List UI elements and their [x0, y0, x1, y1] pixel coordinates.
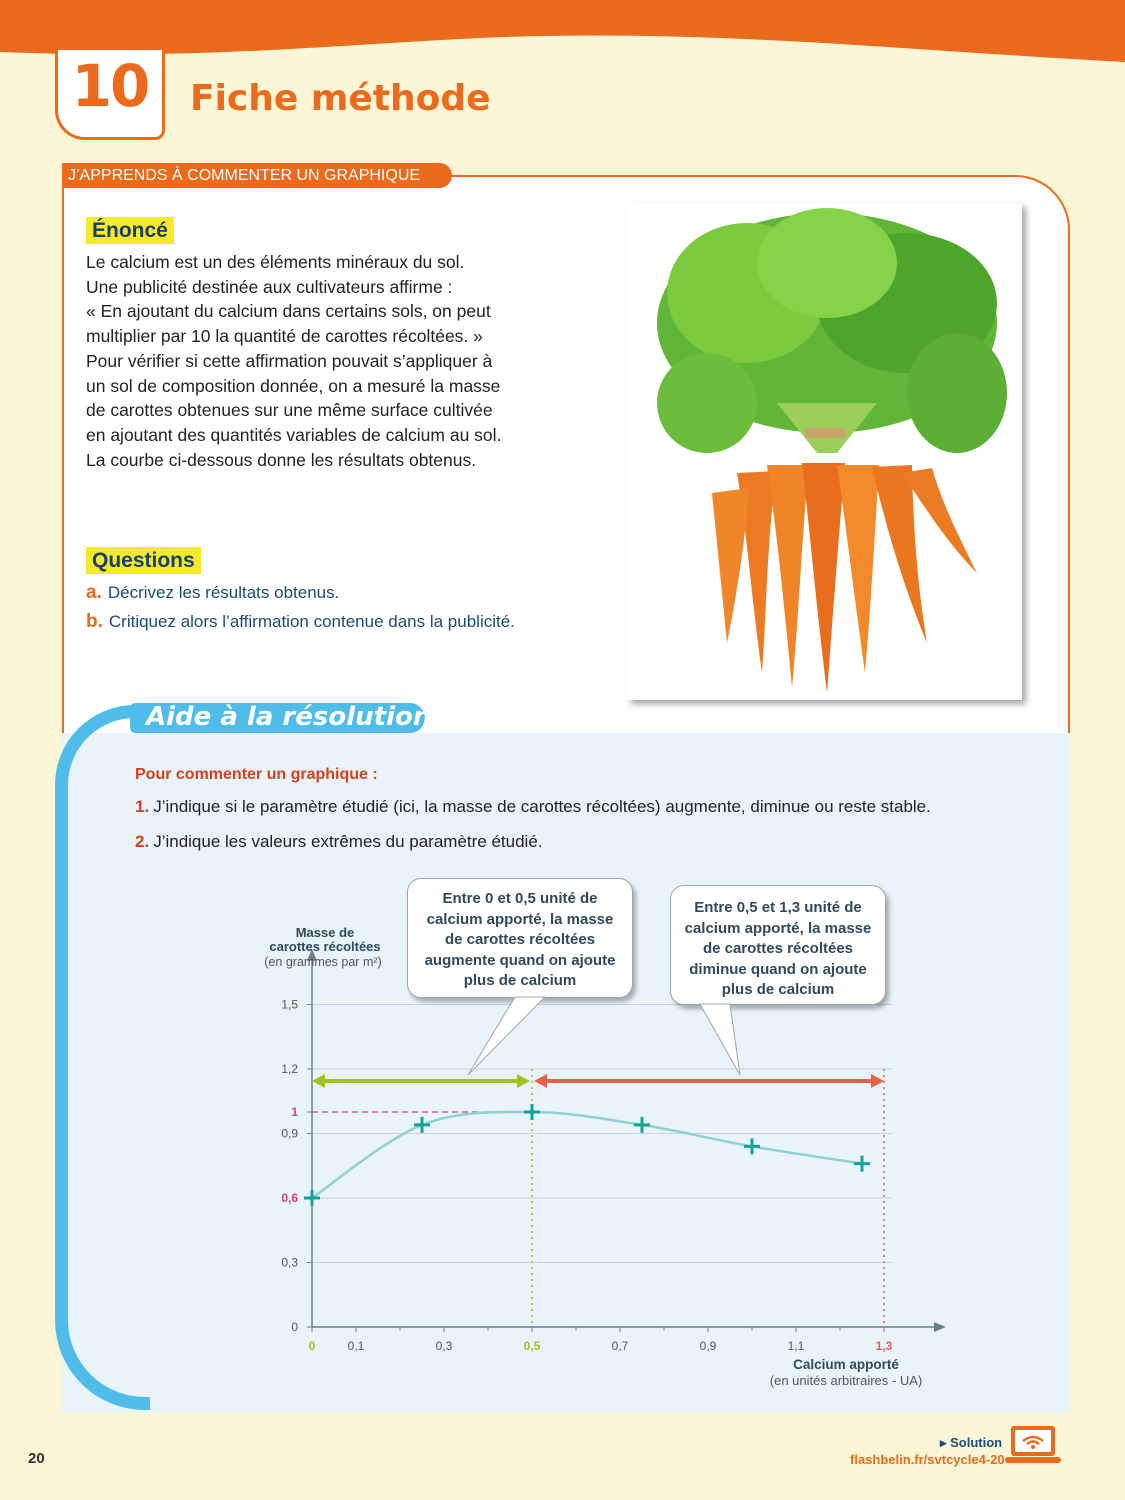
- step-text: J’indique si le paramètre étudié (ici, la masse de carottes récoltées) augmente, diminue ou reste stable.: [153, 797, 931, 816]
- x-axis-label: Calcium apporté: [793, 1357, 899, 1372]
- callout-line: Entre 0,5 et 1,3 unité de: [694, 899, 862, 916]
- aide-title: Aide à la résolution: [146, 702, 432, 732]
- questions-title: Questions: [86, 547, 201, 574]
- y-tick-label: 0,6: [281, 1191, 298, 1205]
- question-letter: a.: [86, 582, 102, 603]
- x-tick-label: 0,3: [435, 1339, 453, 1353]
- data-point: [744, 1138, 760, 1154]
- callout-decrease: [670, 885, 886, 1005]
- solution-link[interactable]: ▸ Solution: [940, 1435, 1003, 1450]
- x-tick-label: 0,1: [347, 1339, 365, 1353]
- enonce-line: de carottes obtenues sur une même surface cultivée: [86, 400, 493, 421]
- y-tick-label: 1,5: [281, 997, 298, 1012]
- arrowhead: [312, 1074, 325, 1088]
- x-tick-label: 1,3: [875, 1339, 893, 1353]
- data-point: [854, 1156, 870, 1172]
- enonce-line: en ajoutant des quantités variables de calcium au sol.: [86, 424, 502, 445]
- callout-line: diminue quand on ajoute: [689, 960, 867, 978]
- enonce-title: Énoncé: [86, 217, 174, 244]
- y-axis-label: carottes récoltées: [269, 939, 381, 954]
- enonce-line: Pour vérifier si cette affirmation pouvait s’appliquer à: [86, 350, 493, 371]
- chapter-number: 10: [71, 52, 149, 120]
- data-point: [634, 1117, 650, 1133]
- callout-line: calcium apporté, la masse: [426, 910, 614, 928]
- callout-line: calcium apporté, la masse: [684, 919, 872, 937]
- data-point: [304, 1190, 320, 1206]
- question-text: Critiquez alors l’affirmation contenue dans la publicité.: [108, 612, 515, 631]
- step-number: 1.: [135, 797, 150, 816]
- enonce-line: « En ajoutant du calcium dans certains sols, on peut: [86, 301, 491, 322]
- enonce-line: Le calcium est un des éléments minéraux du sol.: [86, 252, 465, 272]
- x-tick-label: 0: [308, 1339, 316, 1353]
- method-subtitle: Pour commenter un graphique :: [135, 766, 378, 783]
- arrowhead: [534, 1074, 547, 1088]
- y-tick-label: 1,2: [281, 1062, 298, 1076]
- enonce-line: un sol de composition donnée, on a mesuré la masse: [86, 375, 501, 396]
- question-text: Décrivez les résultats obtenus.: [107, 583, 340, 602]
- enonce-line: multiplier par 10 la quantité de carottes récoltées. »: [86, 326, 483, 347]
- x-axis-unit: (en unités arbitraires - UA): [769, 1373, 923, 1388]
- step-text: J’indique les valeurs extrêmes du paramètre étudié.: [153, 832, 543, 851]
- callout-increase: [407, 878, 633, 998]
- section-label: J’APPRENDS À COMMENTER UN GRAPHIQUE: [62, 163, 452, 188]
- laptop-wifi-icon[interactable]: [1005, 1424, 1061, 1466]
- callout-line: plus de calcium: [721, 981, 835, 998]
- x-tick-label: 0,7: [611, 1339, 629, 1353]
- callout-line: de carottes récoltées: [702, 940, 854, 957]
- solution-url[interactable]: flashbelin.fr/svtcycle4-20: [850, 1452, 1005, 1467]
- y-axis-label: Masse de: [295, 925, 355, 940]
- page-title: Fiche méthode: [190, 78, 491, 119]
- callout-line: plus de calcium: [463, 972, 577, 989]
- x-axis-arrow: [934, 1322, 946, 1332]
- data-point: [524, 1104, 540, 1120]
- question-letter: b.: [86, 611, 103, 632]
- y-tick-label: 0,9: [281, 1126, 298, 1141]
- y-axis-unit: (en grammes par m²): [264, 955, 382, 969]
- y-tick-label: 1: [291, 1105, 298, 1119]
- data-point: [414, 1117, 430, 1133]
- page-number: 20: [28, 1450, 45, 1467]
- enonce-line: La courbe ci-dessous donne les résultats obtenus.: [86, 449, 477, 470]
- x-tick-label: 0,9: [699, 1339, 717, 1353]
- y-tick-label: 0: [291, 1320, 298, 1334]
- step-number: 2.: [135, 832, 150, 851]
- arrowhead: [871, 1074, 884, 1088]
- arrowhead: [517, 1074, 530, 1088]
- x-tick-label: 1,1: [787, 1339, 805, 1353]
- enonce-line: Une publicité destinée aux cultivateurs affirme :: [86, 276, 453, 297]
- x-tick-label: 0,5: [523, 1339, 541, 1353]
- callout-line: Entre 0 et 0,5 unité de: [442, 890, 598, 907]
- y-tick-label: 0,3: [281, 1255, 298, 1270]
- callout-line: augmente quand on ajoute: [424, 951, 616, 969]
- callout-line: de carottes récoltées: [444, 931, 596, 948]
- series-line: [312, 1112, 862, 1198]
